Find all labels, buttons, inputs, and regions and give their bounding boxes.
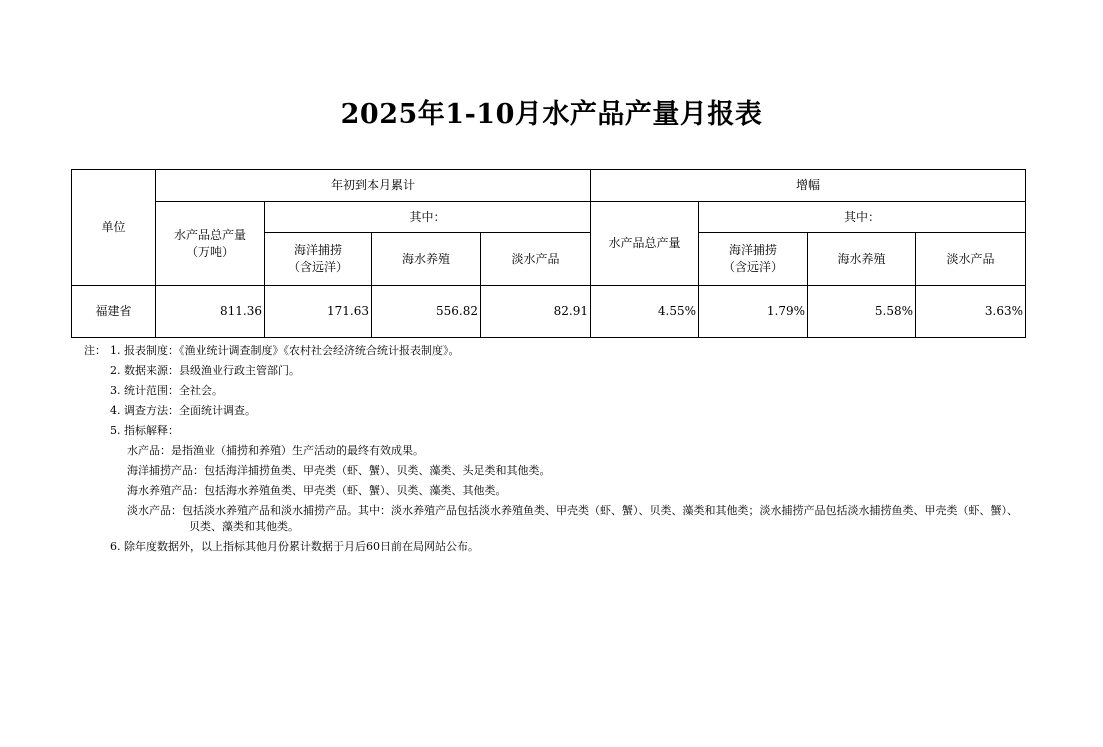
mariculture-header: 海水养殖 [372,233,481,286]
header-row-1 [72,170,1026,202]
freshwater-header: 淡水产品 [481,233,591,286]
mariculture-cell: 556.82 [372,286,481,338]
mariculture-growth-cell: 5.58% [808,286,916,338]
marine-catch-growth-label: 海洋捕捞 [729,243,778,257]
note-item-3: 3. 统计范围：全社会。 [110,384,223,397]
total-production-header [156,202,265,286]
definition-mariculture: 海水养殖产品：包括海水养殖鱼类、甲壳类（虾、蟹）、贝类、藻类、其他类。 [127,484,507,497]
of-which-growth-header: 其中： [699,202,1026,233]
marine-catch-label: 海洋捕捞 [293,243,342,257]
note-item-4: 4. 调查方法：全面统计调查。 [110,404,256,417]
freshwater-growth-header: 淡水产品 [916,233,1026,286]
note-item-5: 5. 指标解释： [110,424,179,437]
note-text-1: 1. 报表制度：《渔业统计调查制度》《农村社会经济统合统计报表制度》。 [110,344,460,357]
unit-header: 单位 [72,170,156,286]
marine-catch-sub-label: （含远洋） [287,260,348,274]
marine-catch-cell: 171.63 [265,286,372,338]
production-report-table [71,169,1026,338]
marine-catch-growth-sub-label: （含远洋） [723,260,784,274]
header-row-2 [72,202,1026,233]
note-item-1 [84,341,1024,361]
page-title: 2025年1-10月水产品产量月报表 [340,99,763,130]
total-production-unit: （万吨） [185,244,234,259]
marine-catch-header [265,233,372,286]
row-unit-cell: 福建省 [72,286,156,338]
definition-freshwater [84,501,1024,537]
total-growth-cell: 4.55% [591,286,699,338]
notes-section [84,341,1024,557]
definition-freshwater-text: 淡水产品：包括淡水养殖产品和淡水捕捞产品。其中：淡水养殖产品包括淡水养殖鱼类、甲壳类（虾、蟹）、贝类、藻类和其他类；淡水捕捞产品包括淡水捕捞鱼类、甲壳类（虾、蟹）、贝类、藻类和其他类。 [127,504,1018,533]
total-production-growth-header: 水产品总产量 [591,202,699,286]
definition-aquatic-products: 水产品：是指渔业（捕捞和养殖）生产活动的最终有效成果。 [127,444,424,457]
mariculture-growth-header: 海水养殖 [808,233,916,286]
freshwater-growth-cell: 3.63% [916,286,1026,338]
total-production-cell: 811.36 [156,286,265,338]
marine-catch-growth-header [699,233,808,286]
cumulative-group-header: 年初到本月累计 [156,170,591,202]
table-row [72,286,1026,338]
of-which-header: 其中： [265,202,591,233]
marine-catch-growth-cell: 1.79% [699,286,808,338]
freshwater-cell: 82.91 [481,286,591,338]
definition-marine-catch: 海洋捕捞产品：包括海洋捕捞鱼类、甲壳类（虾、蟹）、贝类、藻类、头足类和其他类。 [127,464,551,477]
note-item-2: 2. 数据来源：县级渔业行政主管部门。 [110,364,300,377]
notes-prefix: 注： [84,344,106,357]
note-item-6: 6. 除年度数据外，以上指标其他月份累计数据于月后60日前在局网站公布。 [110,540,479,553]
total-production-label: 水产品总产量 [173,227,246,242]
growth-group-header: 增幅 [591,170,1026,202]
